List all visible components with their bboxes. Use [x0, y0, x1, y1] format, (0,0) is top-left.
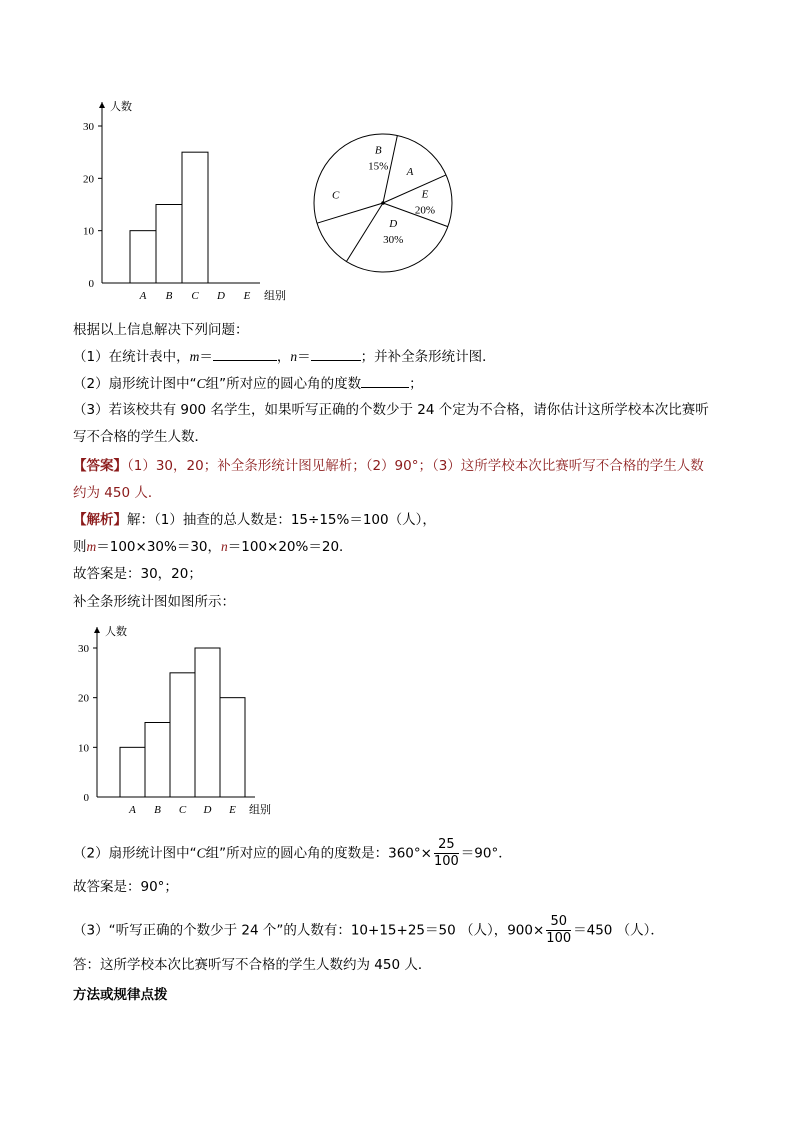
y-tick-label: 20 [78, 692, 89, 705]
blank-m [213, 346, 277, 361]
x-tick-label-D: D [203, 804, 212, 816]
intro-line: 根据以上信息解决下列问题： [73, 322, 249, 338]
y-axis-arrow [94, 627, 100, 633]
fill-intro: 补全条形统计图如图所示： [73, 594, 235, 610]
y-axis-label: 人数 [110, 100, 132, 113]
x-tick-label-B: B [154, 804, 161, 816]
bar-chart-complete [70, 622, 290, 822]
question-3-line-1: （3）若该校共有 900 名学生，如果听写正确的个数少于 24 个定为不合格，请你估计这所学校本次比赛听 [73, 402, 709, 418]
section-heading: 方法或规律点拨 [73, 987, 168, 1003]
answer-line-1: 【答案】（1）30，20；补全条形统计图见解析；（2）90°；（3）这所学校本次比赛听写不合格的学生人数 [73, 458, 704, 474]
fraction-50-100: $\frac{50}{100}$ [546, 914, 572, 946]
slice-label-C: C [332, 189, 340, 202]
question-2: （2）扇形统计图中“C组”所对应的圆心角的度数 ； [73, 373, 423, 394]
question-3-line-2: 写不合格的学生人数． [73, 429, 208, 445]
bar-chart-incomplete [80, 100, 300, 305]
x-tick-label-A: A [139, 290, 147, 302]
slice-label-A: A [406, 165, 414, 178]
solution-3: （3）“听写正确的个数少于 24 个”的人数有：10+15+25＝50 （人），900× $\frac{50}{100}$ ＝450 （人）． [73, 914, 664, 946]
y-tick-label: 0 [83, 792, 89, 804]
question-1: （1）在统计表中，m＝ ，n＝ ；并补全条形统计图． [73, 346, 496, 367]
x-tick-label-E: E [229, 804, 236, 816]
slice-label-E: E [421, 188, 429, 201]
analysis-line-1: 【解析】解：（1）抽查的总人数是：15÷15%＝100（人）， [73, 512, 436, 528]
pie-center [381, 201, 385, 205]
solution-2: （2）扇形统计图中“C组”所对应的圆心角的度数是：360°× $\frac{25}{100}$ ＝90°． [73, 837, 512, 869]
x-tick-label-A: A [129, 804, 136, 816]
analysis-line-2: 则m＝100×30%＝30，n＝100×20%＝20． [73, 539, 353, 555]
result-1: 故答案是：30，20； [73, 566, 202, 582]
x-tick-label-C: C [178, 804, 187, 816]
pie-chart [305, 125, 465, 285]
bar-C [170, 673, 195, 797]
bar-B [145, 723, 170, 798]
y-tick-label: 0 [88, 278, 94, 290]
y-tick-label: 10 [78, 742, 89, 755]
bar-B [156, 205, 182, 284]
y-tick-label: 30 [83, 121, 94, 133]
slice-percent-E: 20% [414, 204, 436, 217]
blank-n [311, 346, 361, 361]
answer-line-2: 约为 450 人． [73, 485, 162, 501]
y-tick-label: 20 [83, 173, 94, 186]
slice-percent-D: 30% [383, 234, 404, 247]
slice-percent-B: 15% [368, 160, 389, 173]
bar-A [120, 747, 145, 797]
x-tick-label-B: B [165, 290, 173, 302]
final-answer: 答：这所学校本次比赛听写不合格的学生人数约为 450 人． [73, 957, 432, 973]
y-axis-arrow [99, 102, 105, 108]
y-tick-label: 10 [83, 225, 94, 238]
fraction-25-100: $\frac{25}{100}$ [433, 837, 459, 869]
x-tick-label-C: C [191, 290, 199, 302]
blank-angle [361, 373, 409, 388]
slice-label-D: D [389, 218, 398, 231]
result-2: 故答案是：90°； [73, 879, 178, 895]
x-axis-label: 组别 [249, 803, 271, 816]
y-axis-label: 人数 [105, 625, 127, 638]
bar-C [182, 152, 208, 283]
y-tick-label: 30 [78, 643, 89, 655]
slice-label-B: B [374, 144, 382, 157]
bar-A [130, 231, 156, 283]
bar-D [195, 648, 220, 797]
x-axis-label: 组别 [264, 289, 286, 302]
bar-E [220, 698, 245, 797]
x-tick-label-D: D [217, 290, 225, 302]
x-tick-label-E: E [243, 290, 251, 302]
